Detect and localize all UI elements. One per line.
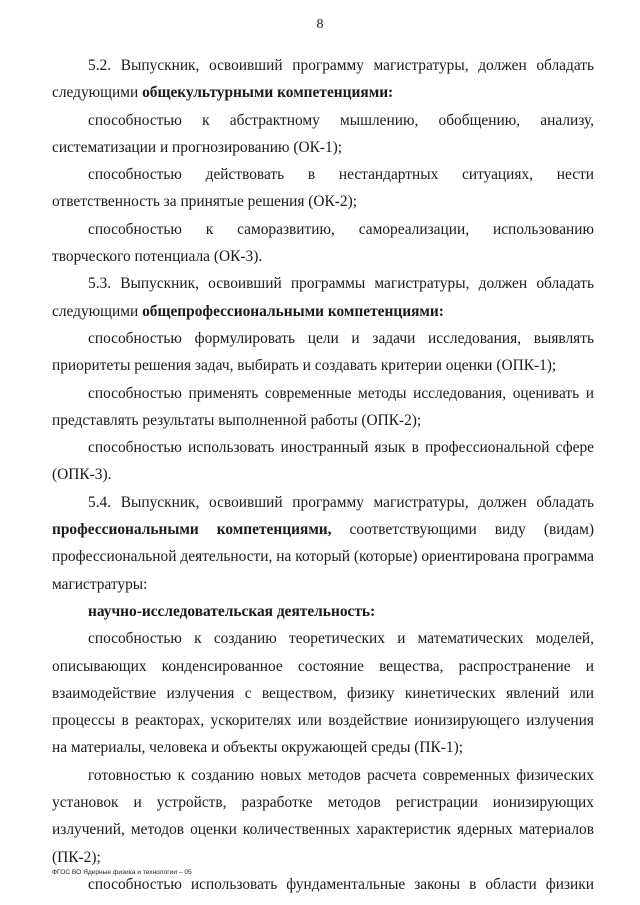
- section-5-3-lead: 5.3. Выпускник, освоивший программы магистратуры, должен обладать следующими: [52, 275, 594, 320]
- competence-opk-2: способностью применять современные методы исследования, оценивать и представлять результаты выполненной работы (ОПК-2);: [52, 384, 594, 429]
- section-5-4-lead: 5.4. Выпускник, освоивший программу магистратуры, должен обладать: [88, 493, 594, 511]
- section-5-3: [52, 270, 594, 325]
- activity-heading: [52, 598, 594, 625]
- section-5-4-rest: соответствующими виду (видам) профессиональной деятельности, на который (которые) ориентирована программа магистратуры:: [52, 521, 594, 593]
- competence-ok-2: способностью действовать в нестандартных ситуациях, нести ответственность за принятые решения (ОК-2);: [52, 166, 594, 211]
- section-5-3-bold: общепрофессиональными компетенциями:: [142, 302, 444, 320]
- section-5-2-lead: 5.2. Выпускник, освоивший программу магистратуры, должен обладать следующими: [52, 57, 594, 102]
- section-5-2: [52, 52, 594, 107]
- footer-doc-id: ФГОС ВО Ядерные физика и технологии – 05: [52, 869, 192, 876]
- section-5-2-bold: общекультурными компетенциями:: [142, 84, 394, 102]
- competence-opk-1: способностью формулировать цели и задачи исследования, выявлять приоритеты решения задач, выбирать и создавать критерии оценки (ОПК-1);: [52, 329, 594, 375]
- document-body: [52, 52, 594, 898]
- competence-pk-1: способностью к созданию теоретических и математических моделей, описывающих конденсированное состояние вещества, распространение и взаимодействие излучения с веществом, физику кинетических явлений или процессы в реакторах, ускорителях или воздействие ионизирующего излучения на материалы, человека и объекты окружающей среды (ПК-1);: [52, 630, 594, 757]
- competence-pk-2: готовностью к созданию новых методов расчета современных физических установок и устройств, разработке методов регистрации ионизирующих излучений, методов оценки количественных характеристик ядерных материалов (ПК-2);: [52, 766, 594, 866]
- competence-ok-1: способностью к абстрактному мышлению, обобщению, анализу, систематизации и прогнозированию (ОК-1);: [52, 111, 594, 156]
- competence-ok-3: способностью к саморазвитию, самореализации, использованию творческого потенциала (ОК-3).: [52, 220, 594, 266]
- activity-heading-text: научно-исследовательская деятельность:: [88, 602, 376, 620]
- competence-opk-3: способностью использовать иностранный язык в профессиональной сфере (ОПК-3).: [52, 439, 594, 484]
- section-5-4: [52, 489, 594, 598]
- page-number: 8: [316, 17, 324, 32]
- competence-pk-3: способностью использовать фундаментальные законы в области физики: [88, 875, 594, 893]
- section-5-4-bold: профессиональными компетенциями,: [52, 521, 332, 539]
